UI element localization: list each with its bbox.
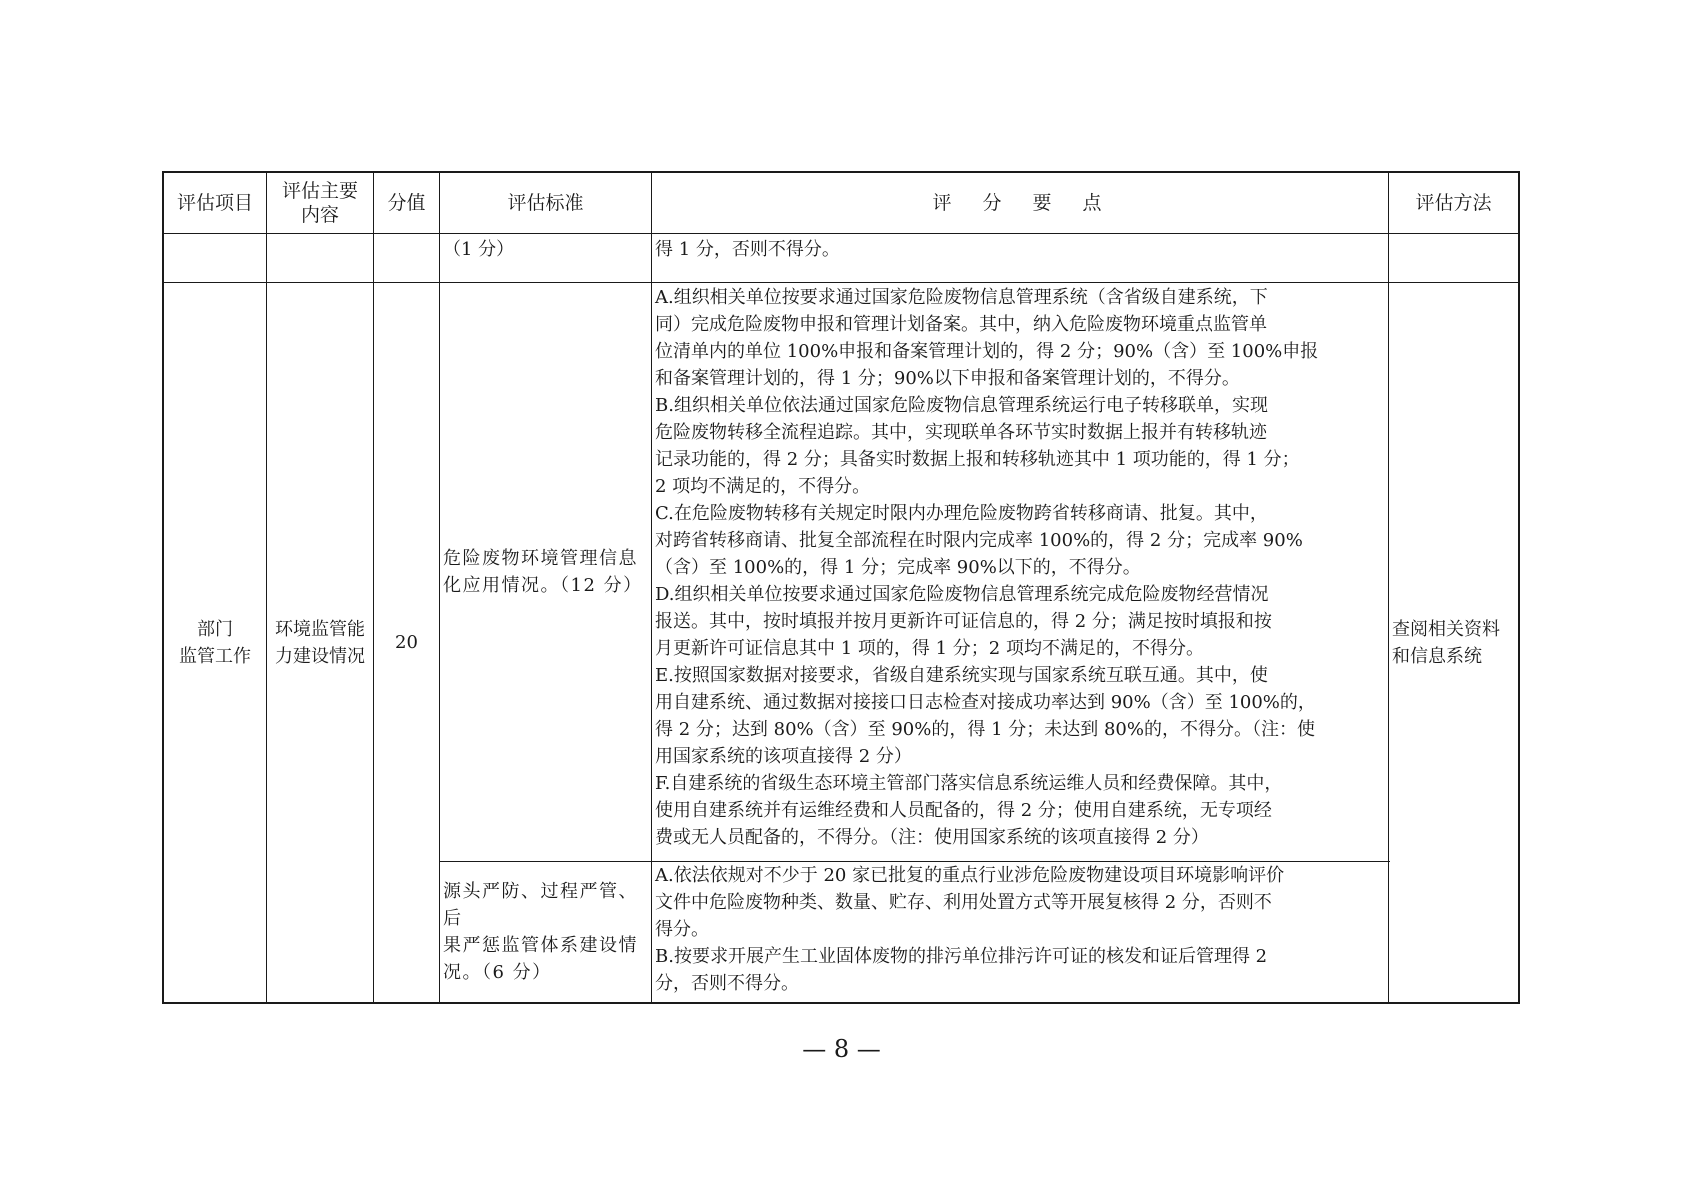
scoring-point-line: 使用自建系统并有运维经费和人员配备的，得 2 分；使用自建系统，无专项经 [655, 800, 1272, 821]
scoring-point-line: 月更新许可证信息其中 1 项的，得 1 分；2 项均不满足的，不得分。 [655, 638, 1204, 659]
item-line-2: 监管工作 [179, 645, 251, 667]
header-method-label: 评估方法 [1415, 192, 1492, 214]
scoring-point-line: 和备案管理计划的，得 1 分；90%以下申报和备案管理计划的，不得分。 [655, 368, 1240, 389]
continued-points [652, 234, 1388, 282]
header-score-label: 分值 [387, 192, 426, 214]
header-content [267, 173, 373, 233]
scoring-point-line: 用自建系统、通过数据对接接口日志检查对接成功率达到 90%（含）至 100%的， [655, 692, 1316, 713]
scoring-point-line: E.按照国家数据对接要求，省级自建系统实现与国家系统互联互通。其中，使 [655, 665, 1268, 686]
scoring-point-line: 用国家系统的该项直接得 2 分） [655, 746, 912, 767]
header-item-label: 评估项目 [176, 192, 253, 214]
criterion-2-line-3: 况。（6 分） [443, 962, 552, 983]
score-cell [374, 283, 439, 1002]
scoring-point-line: C.在危险废物转移有关规定时限内办理危险废物跨省转移商请、批复。其中， [655, 503, 1268, 524]
scoring-point-line: 对跨省转移商请、批复全部流程在时限内完成率 100%的，得 2 分；完成率 90% [655, 530, 1303, 551]
points-cell-2 [652, 862, 1388, 1002]
evaluation-table [162, 171, 1520, 1004]
content-line-1: 环境监管能 [275, 618, 365, 640]
header-score [374, 173, 439, 233]
header-points [652, 173, 1388, 233]
criterion-cell-1 [440, 283, 651, 861]
scoring-point-line: A.组织相关单位按要求通过国家危险废物信息管理系统（含省级自建系统，下 [655, 287, 1268, 308]
scoring-point-line: B.组织相关单位依法通过国家危险废物信息管理系统运行电子转移联单，实现 [655, 395, 1268, 416]
scoring-point-line: 得 2 分；达到 80%（含）至 90%的，得 1 分；未达到 80%的，不得分。（注：使 [655, 719, 1315, 740]
scoring-point-line: 文件中危险废物种类、数量、贮存、利用处置方式等开展复核得 2 分，否则不 [655, 892, 1272, 913]
scoring-point-line: 分，否则不得分。 [655, 973, 799, 994]
criterion-cell-2 [440, 862, 651, 1002]
score-value: 20 [395, 632, 418, 653]
scoring-point-line: A.依法依规对不少于 20 家已批复的重点行业涉危险废物建设项目环境影响评价 [655, 865, 1285, 886]
criterion-1-line-1: 危险废物环境管理信息 [443, 548, 638, 569]
scoring-point-line: （含）至 100%的，得 1 分；完成率 90%以下的，不得分。 [655, 557, 1141, 578]
criterion-1-line-2: 化应用情况。（12 分） [443, 575, 643, 596]
header-content-line-1: 评估主要 [281, 180, 358, 202]
scoring-point-line: 记录功能的，得 2 分；具备实时数据上报和转移轨迹其中 1 项功能的，得 1 分； [655, 449, 1300, 470]
item-line-1: 部门 [197, 618, 233, 640]
scoring-point-line: 得分。 [655, 919, 709, 940]
scoring-point-line: 危险废物转移全流程追踪。其中，实现联单各环节实时数据上报并有转移轨迹 [655, 422, 1267, 443]
criterion-2-line-1: 源头严防、过程严管、后 [443, 881, 638, 929]
content-line-2: 力建设情况 [275, 645, 365, 667]
page-number: — 8 — [802, 1035, 881, 1063]
method-line-2: 和信息系统 [1392, 645, 1482, 667]
continued-points-text: 得 1 分，否则不得分。 [655, 239, 840, 260]
scoring-point-line: F.自建系统的省级生态环境主管部门落实信息系统运维人员和经费保障。其中， [655, 773, 1283, 794]
header-item [164, 173, 266, 233]
method-line-1: 查阅相关资料 [1392, 618, 1500, 640]
content-cell [267, 283, 373, 1002]
item-cell [164, 283, 266, 1002]
continued-criterion-text: （1 分） [443, 239, 515, 260]
scoring-point-line: 位清单内的单位 100%申报和备案管理计划的，得 2 分；90%（含）至 100%申报 [655, 341, 1319, 362]
points-cell-1 [652, 284, 1388, 861]
method-cell [1389, 283, 1518, 1002]
criterion-2-line-2: 果严惩监管体系建设情 [443, 935, 638, 956]
scoring-point-line: B.按要求开展产生工业固体废物的排污单位排污许可证的核发和证后管理得 2 [655, 946, 1268, 967]
header-content-line-2: 内容 [300, 204, 339, 226]
scoring-point-line: 报送。其中，按时填报并按月更新许可证信息的，得 2 分；满足按时填报和按 [655, 611, 1272, 632]
header-criterion [440, 173, 651, 233]
header-criterion-label: 评估标准 [507, 192, 584, 214]
header-points-label: 评 分 要 点 [932, 192, 1108, 214]
scoring-point-line: 费或无人员配备的，不得分。（注：使用国家系统的该项直接得 2 分） [655, 827, 1209, 848]
scoring-point-line: 同）完成危险废物申报和管理计划备案。其中，纳入危险废物环境重点监管单 [655, 314, 1267, 335]
scoring-point-line: D.组织相关单位按要求通过国家危险废物信息管理系统完成危险废物经营情况 [655, 584, 1269, 605]
header-method [1389, 173, 1518, 233]
continued-criterion [440, 234, 651, 282]
scoring-point-line: 2 项均不满足的，不得分。 [655, 476, 871, 497]
